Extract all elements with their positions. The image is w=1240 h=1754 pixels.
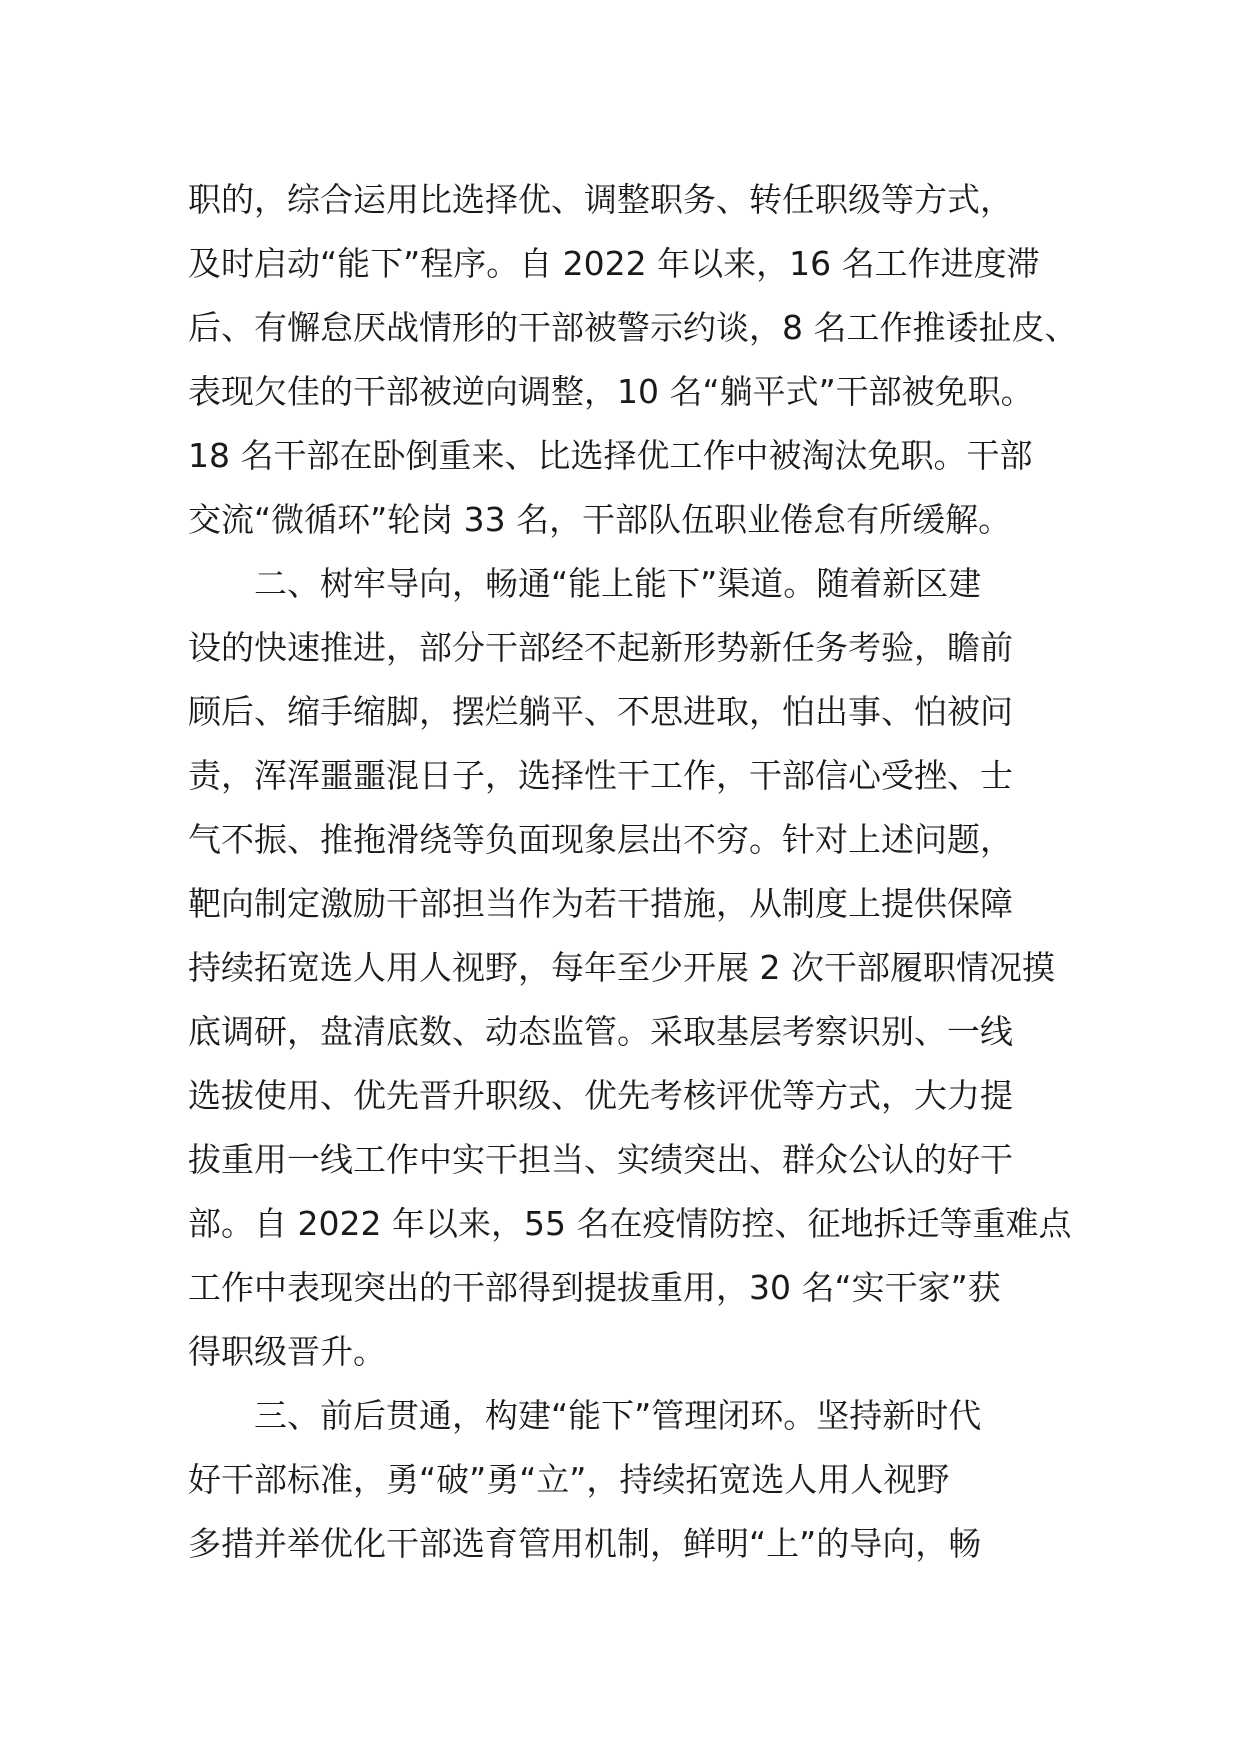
text-line: 靶向制定激励干部担当作为若干措施，从制度上提供保障 (188, 884, 1013, 923)
text-line: 职的，综合运用比选择优、调整职务、转任职级等方式， (188, 180, 1013, 219)
text-line: 好干部标准，勇“破”勇“立”，持续拓宽选人用人视野 (188, 1460, 950, 1499)
text-line: 多措并举优化干部选育管用机制，鲜明“上”的导向，畅 (188, 1524, 982, 1563)
text-line: 拔重用一线工作中实干担当、实绩突出、群众公认的好干 (188, 1140, 1013, 1179)
body-text (188, 168, 1078, 1576)
text-line: 底调研，盘清底数、动态监管。采取基层考察识别、一线 (188, 1012, 1013, 1051)
text-line: 设的快速推进，部分干部经不起新形势新任务考验，瞻前 (188, 628, 1013, 667)
paragraph-first-line: 二、树牢导向，畅通“能上能下”渠道。随着新区建 (254, 564, 982, 603)
text-line: 表现欠佳的干部被逆向调整，10 名“躺平式”干部被免职。 (188, 372, 1034, 411)
text-line: 选拔使用、优先晋升职级、优先考核评优等方式，大力提 (188, 1076, 1013, 1115)
text-line: 工作中表现突出的干部得到提拔重用，30 名“实干家”获 (188, 1268, 1001, 1307)
text-line: 部。自 2022 年以来，55 名在疫情防控、征地拆迁等重难点 (188, 1204, 1072, 1243)
text-line: 后、有懈怠厌战情形的干部被警示约谈，8 名工作推诿扯皮、 (188, 308, 1078, 347)
text-line: 责，浑浑噩噩混日子，选择性干工作，干部信心受挫、士 (188, 756, 1013, 795)
text-line: 交流“微循环”轮岗 33 名，干部队伍职业倦怠有所缓解。 (188, 500, 1012, 539)
paragraph-first-line: 三、前后贯通，构建“能下”管理闭环。坚持新时代 (254, 1396, 982, 1435)
text-line: 及时启动“能下”程序。自 2022 年以来，16 名工作进度滞 (188, 244, 1040, 283)
text-line: 持续拓宽选人用人视野，每年至少开展 2 次干部履职情况摸 (188, 948, 1055, 987)
text-line: 气不振、推拖滑绕等负面现象层出不穷。针对上述问题， (188, 820, 1013, 859)
text-line: 得职级晋升。 (188, 1332, 386, 1371)
text-line: 顾后、缩手缩脚，摆烂躺平、不思进取，怕出事、怕被问 (188, 692, 1013, 731)
text-line: 18 名干部在卧倒重来、比选择优工作中被淘汰免职。干部 (188, 436, 1033, 475)
